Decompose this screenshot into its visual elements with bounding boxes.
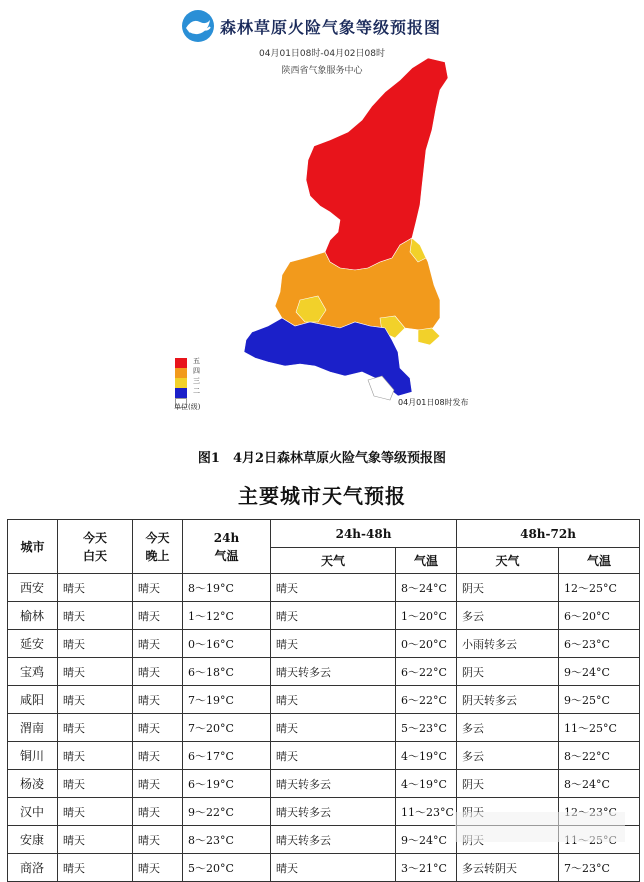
cell-day: 晴天	[58, 630, 133, 658]
map-title: 森林草原火险气象等级预报图	[220, 17, 442, 37]
cell-city: 铜川	[8, 742, 58, 770]
cell-t48: 8～24°C	[396, 574, 457, 602]
legend-label: 三	[193, 377, 200, 385]
header-period-48-72: 48h-72h	[457, 520, 640, 548]
cell-w48: 晴天	[271, 854, 396, 882]
cell-w72: 多云	[457, 602, 559, 630]
legend-labels	[193, 356, 200, 396]
cell-city: 汉中	[8, 798, 58, 826]
cell-t24: 5～20°C	[183, 854, 271, 882]
cell-t48: 3～21°C	[396, 854, 457, 882]
map-period: 04月01日08时-04月02日08时	[259, 49, 385, 59]
cell-night: 晴天	[133, 602, 183, 630]
cell-city: 宝鸡	[8, 658, 58, 686]
cell-day: 晴天	[58, 602, 133, 630]
legend-swatch-level3	[175, 378, 187, 388]
table-row	[8, 658, 640, 686]
cell-w72: 小雨转多云	[457, 630, 559, 658]
cell-w48: 晴天	[271, 574, 396, 602]
table-row	[8, 714, 640, 742]
cell-w48: 晴天	[271, 714, 396, 742]
shaanxi-map	[0, 0, 644, 430]
cell-day: 晴天	[58, 658, 133, 686]
header-today-night: 今天 晚上	[133, 520, 183, 574]
cell-t72: 6～23°C	[559, 630, 640, 658]
cell-t48: 4～19°C	[396, 770, 457, 798]
header-city: 城市	[8, 520, 58, 574]
cell-night: 晴天	[133, 686, 183, 714]
cell-t72: 8～22°C	[559, 742, 640, 770]
legend-swatch-level2	[175, 388, 187, 398]
cell-day: 晴天	[58, 798, 133, 826]
cell-w72: 阴天	[457, 770, 559, 798]
cell-city: 商洛	[8, 854, 58, 882]
cell-t24: 7～19°C	[183, 686, 271, 714]
table-row	[8, 742, 640, 770]
cell-t72: 12～25°C	[559, 574, 640, 602]
cell-w72: 阴天	[457, 574, 559, 602]
legend-unit: 单位(级)	[174, 403, 201, 411]
cell-t24: 8～19°C	[183, 574, 271, 602]
cell-night: 晴天	[133, 854, 183, 882]
header-period-24-48: 24h-48h	[271, 520, 457, 548]
cell-t48: 0～20°C	[396, 630, 457, 658]
cell-w72: 阴天转多云	[457, 686, 559, 714]
cell-t24: 6～17°C	[183, 742, 271, 770]
cell-w48: 晴天	[271, 630, 396, 658]
figure-caption: 图1 4月2日森林草原火险气象等级预报图	[197, 451, 447, 466]
cell-night: 晴天	[133, 798, 183, 826]
cell-t24: 8～23°C	[183, 826, 271, 854]
header-today-day: 今天 白天	[58, 520, 133, 574]
cell-w72: 多云转阴天	[457, 854, 559, 882]
cell-t24: 6～19°C	[183, 770, 271, 798]
publish-note: 04月01日08时发布	[398, 398, 469, 407]
cell-t24: 6～18°C	[183, 658, 271, 686]
cell-day: 晴天	[58, 826, 133, 854]
cell-city: 西安	[8, 574, 58, 602]
header-temp24: 24h 气温	[183, 520, 271, 574]
cell-city: 安康	[8, 826, 58, 854]
cell-t24: 0～16°C	[183, 630, 271, 658]
cell-t72: 6～20°C	[559, 602, 640, 630]
cell-t48: 11～23°C	[396, 798, 457, 826]
cell-night: 晴天	[133, 630, 183, 658]
table-row	[8, 854, 640, 882]
cell-night: 晴天	[133, 574, 183, 602]
cell-city: 榆林	[8, 602, 58, 630]
cell-w72: 多云	[457, 714, 559, 742]
cell-day: 晴天	[58, 770, 133, 798]
cell-w72: 多云	[457, 742, 559, 770]
cell-day: 晴天	[58, 714, 133, 742]
cell-day: 晴天	[58, 686, 133, 714]
cell-t48: 5～23°C	[396, 714, 457, 742]
cell-t72: 9～24°C	[559, 658, 640, 686]
legend-label: 四	[193, 367, 200, 375]
cell-day: 晴天	[58, 854, 133, 882]
table-row	[8, 770, 640, 798]
cell-night: 晴天	[133, 742, 183, 770]
cell-t48: 4～19°C	[396, 742, 457, 770]
cell-day: 晴天	[58, 574, 133, 602]
cell-city: 咸阳	[8, 686, 58, 714]
cell-w48: 晴天	[271, 742, 396, 770]
cell-city: 杨凌	[8, 770, 58, 798]
cell-t48: 9～24°C	[396, 826, 457, 854]
legend-label: 五	[193, 357, 200, 365]
cell-t48: 6～22°C	[396, 686, 457, 714]
legend-swatch-level5	[175, 358, 187, 368]
map-region-level5	[306, 58, 448, 270]
cell-t24: 9～22°C	[183, 798, 271, 826]
cell-t72: 7～23°C	[559, 854, 640, 882]
cell-t24: 7～20°C	[183, 714, 271, 742]
cell-t24: 1～12°C	[183, 602, 271, 630]
cell-w48: 晴天转多云	[271, 770, 396, 798]
header-temp-48: 气温	[396, 548, 457, 574]
header-temp-72: 气温	[559, 548, 640, 574]
map-agency: 陕西省气象服务中心	[281, 66, 363, 76]
fire-risk-map	[0, 0, 644, 430]
cell-w48: 晴天转多云	[271, 826, 396, 854]
cell-w48: 晴天	[271, 686, 396, 714]
table-row	[8, 686, 640, 714]
header-weather-48: 天气	[271, 548, 396, 574]
cell-w48: 晴天转多云	[271, 658, 396, 686]
cell-t72: 11～25°C	[559, 714, 640, 742]
cell-day: 晴天	[58, 742, 133, 770]
cell-w48: 晴天	[271, 602, 396, 630]
cell-city: 渭南	[8, 714, 58, 742]
watermark-overlay	[455, 812, 625, 842]
cell-night: 晴天	[133, 770, 183, 798]
cell-t48: 1～20°C	[396, 602, 457, 630]
legend-label: 二	[193, 387, 200, 395]
header-weather-72: 天气	[457, 548, 559, 574]
cell-t72: 9～25°C	[559, 686, 640, 714]
cell-w72: 阴天	[457, 658, 559, 686]
table-row	[8, 602, 640, 630]
legend-swatch-level4	[175, 368, 187, 378]
cell-w48: 晴天转多云	[271, 798, 396, 826]
cell-t48: 6～22°C	[396, 658, 457, 686]
table-row	[8, 630, 640, 658]
map-legend	[175, 358, 187, 408]
cell-city: 延安	[8, 630, 58, 658]
cell-t72: 8～24°C	[559, 770, 640, 798]
table-title: 主要城市天气预报	[238, 484, 406, 508]
cell-night: 晴天	[133, 826, 183, 854]
table-row	[8, 574, 640, 602]
cell-night: 晴天	[133, 658, 183, 686]
cell-night: 晴天	[133, 714, 183, 742]
